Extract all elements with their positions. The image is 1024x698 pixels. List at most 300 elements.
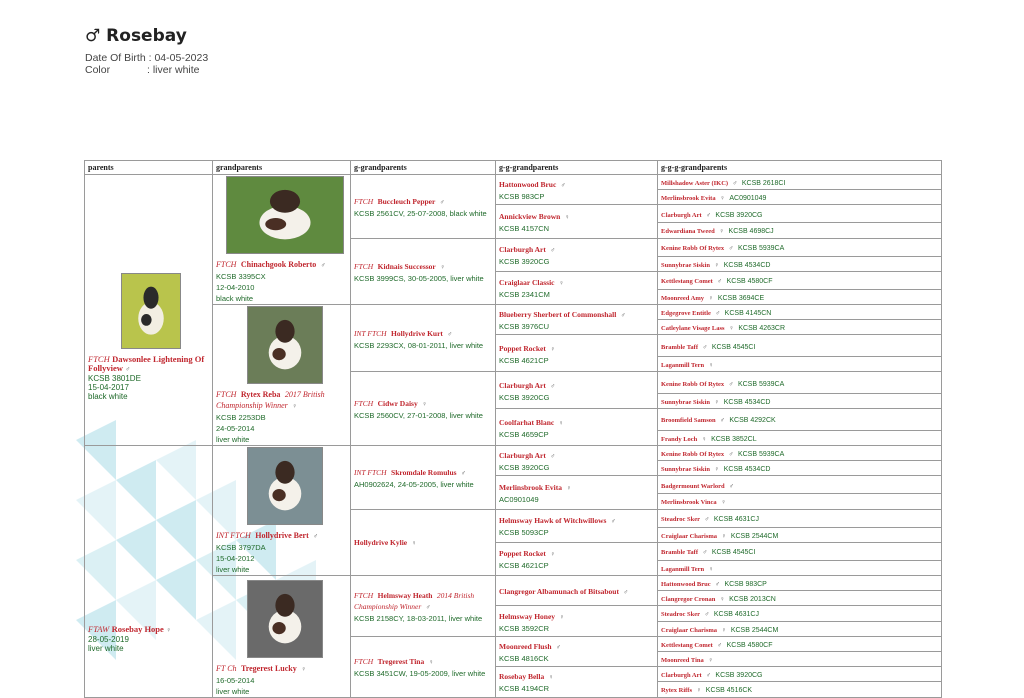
dog-title-prefix: FTAW [88,623,110,634]
dog-entry [88,625,209,653]
col-header-g-g-g-grandparents: g-g-g-grandparents [658,161,942,175]
registration: KCSB 4621CP [499,355,549,365]
registration: KCSB 3801DE [88,374,141,383]
dog-photo [247,580,323,658]
dog-name: Hollydrive Bert [255,531,309,540]
dog-title-prefix: FTCH [354,399,374,409]
sex-icon: ♀ [721,499,727,507]
dog-name: Clangregor Albamunach of Bitsabout [499,586,619,596]
sex-icon: ♀ [292,403,298,410]
registration: KCSB 3920CG [499,392,550,402]
dog-entry [661,432,938,444]
cell-g-g-g-grandparent-20 [658,509,942,527]
dog-dob: 28-05-2019 [88,634,129,644]
dog-dob: 15-04-2017 [88,383,129,392]
sex-icon: ♀ [558,419,564,427]
cell-g-g-g-grandparent-9 [658,320,942,335]
cell-g-g-grandparent-10 [496,509,658,542]
dog-name: Clangregor Cronan [661,596,716,604]
dog-photo [247,306,323,384]
dog-name: Craiglaar Classic [499,278,555,288]
sex-icon: ♀ [558,280,564,288]
registration: KCSB 983CP [724,581,767,589]
dog-dob: 24-05-2014 [216,424,255,433]
cell-g-g-g-grandparent-18 [658,476,942,494]
dog-name: Moonreed Amy [661,294,705,302]
dog-entry [661,562,938,574]
dog-entry [661,340,938,352]
cell-g-g-grandparent-6 [496,372,658,409]
col-header-parents: parents [85,161,213,175]
registration: KCSB 3797DA [216,543,266,552]
dog-name: Kettlestang Comet [661,641,713,649]
dog-info: KCSB 2560CV, 27-01-2008, liver white [354,411,483,421]
registration: KCSB 5939CA [737,451,785,459]
dog-title-prefix: FT Ch [216,663,237,673]
dog-title-prefix: FTCH [354,657,374,667]
sex-icon: ♂ [425,603,431,611]
dog-entry [216,662,347,696]
sex-icon: ♀ [721,532,727,540]
dog-name: Kenine Robb Of Rytex [661,380,725,388]
registration: KCSB 3920CG [499,463,550,473]
sex-icon: ♂ [715,581,720,589]
dog-name: Steadroc Sker [661,611,701,619]
dog-award-note: 2017 British Championship Winner [216,390,325,410]
dog-name: Kettlestang Comet [661,278,713,286]
cell-g-g-g-grandparent-21 [658,527,942,542]
sex-icon: ♀ [708,565,714,573]
dog-name: Helmsway Hawk of Witchwillows [499,516,607,526]
registration: KCSB 4545CI [711,343,756,351]
dog-entry [661,191,938,203]
dog-name: Poppet Rocket [499,549,546,559]
dog-entry [88,355,209,401]
dog-entry [661,208,938,220]
sex-icon: ♂ [728,380,734,388]
dog-name: Chinachgook Roberto [240,260,317,269]
dog-name: Moonreed Tina [661,657,704,665]
dog-entry [354,327,492,350]
dog-color: liver white [88,643,124,653]
dog-name: Hattonwood Bruc [499,180,557,190]
cell-g-g-grandparent-1 [496,205,658,238]
dog-title [85,26,208,46]
registration: KCSB 4292CK [729,417,776,425]
cell-g-g-g-grandparent-19 [658,494,942,509]
dog-name: Skromdale Romulus [391,467,457,477]
dog-title-prefix: FTCH [354,590,374,600]
dog-entry [661,479,938,491]
sex-icon: ♂ [729,482,734,490]
sex-icon: ♂ [550,382,556,390]
cell-g-grandparent-6 [351,576,496,637]
dog-entry [661,668,938,680]
dog-entry [216,388,347,444]
col-header-g-grandparents: g-grandparents [351,161,496,175]
sex-icon: ♂ [702,549,708,557]
sex-icon: ♀ [714,466,720,474]
registration: KCSB 5939CA [737,380,785,388]
sex-icon: ♀ [708,657,714,665]
cell-g-g-g-grandparent-12 [658,372,942,394]
registration: KCSB 3976CU [499,322,550,332]
dog-name: Bramble Taff [661,343,699,351]
cell-grandparent-2 [213,446,351,576]
cell-parent-sire [85,175,213,446]
sex-icon: ♀ [566,484,572,492]
dog-entry [661,377,938,389]
dog-dob: 15-04-2012 [216,554,255,563]
dog-name: Sunnybrae Siskin [661,399,710,407]
dog-entry [499,379,654,402]
sex-icon: ♀ [422,401,428,409]
cell-g-g-grandparent-5 [496,335,658,372]
cell-g-g-g-grandparent-15 [658,430,942,445]
registration: KCSB 5093CP [499,528,549,538]
dog-photo [247,447,323,525]
registration: KCSB 3852CL [711,435,757,443]
dog-name: Moonreed Flush [499,641,552,651]
dog-color: liver white [216,686,250,696]
dog-entry [661,321,938,333]
dog-entry [661,224,938,236]
dog-entry [661,495,938,507]
cell-g-g-g-grandparent-11 [658,357,942,372]
sex-icon: ♂ [728,245,734,253]
registration: KCSB 4698CJ [728,228,774,236]
cell-g-g-g-grandparent-10 [658,335,942,357]
cell-g-g-g-grandparent-28 [658,636,942,651]
dog-title-prefix: INT FTCH [354,467,387,477]
dog-name: Kidnais Successor [377,261,436,271]
dog-name: Sunnybrae Siskin [661,261,710,269]
registration: KCSB 4534CD [723,466,771,474]
table-row [85,446,942,461]
dog-title-prefix: FTCH [216,260,237,269]
cell-g-g-grandparent-4 [496,305,658,335]
dog-entry [661,462,938,474]
dog-entry [354,260,492,283]
dog-entry [661,577,938,589]
table-row [85,175,942,190]
registration: KCSB 4263CR [738,325,786,333]
dog-name: Craiglaar Charisma [661,626,718,634]
dog-title-prefix: FTCH [216,390,237,399]
sex-icon: ♀ [714,261,720,269]
cell-g-g-g-grandparent-0 [658,175,942,190]
sex-icon: ♂ [720,417,725,425]
dog-entry [661,274,938,286]
dog-info: KCSB 2561CV, 25-07-2008, black white [354,208,487,218]
dog-name: Rosebay Bella [499,672,545,682]
sex-icon: ♂ [461,469,466,477]
dog-entry [499,342,654,365]
dog-name: Merlinsbrook Evita [661,195,716,203]
dog-title-prefix: FTCH [88,354,110,364]
dog-entry [354,195,492,218]
dog-entry [661,638,938,650]
dog-name: Badgermount Warlord [661,482,725,490]
dog-title-prefix: INT FTCH [354,328,387,338]
sex-icon: ♂ [550,247,556,255]
dog-entry [661,413,938,425]
sex-icon: ♂ [439,198,445,206]
registration: KCSB 4580CF [726,278,773,286]
pedigree-table [84,160,942,698]
cell-g-grandparent-4 [351,446,496,510]
dog-info: KCSB 2158CY, 18-03-2011, liver white [354,613,483,623]
header-row [85,161,942,175]
cell-g-g-g-grandparent-26 [658,606,942,621]
sex-icon: ♀ [721,626,727,634]
dog-name: Kenine Robb Of Rytex [661,451,725,459]
registration: KCSB 4516CK [705,687,753,695]
sex-icon: ♂ [320,262,326,269]
cell-g-g-grandparent-13 [496,606,658,636]
dog-entry [661,395,938,407]
dob-row: Date Of Birth : 04-05-2023 [85,52,209,64]
registration: KCSB 4145CN [724,310,772,318]
registration: KCSB 983CP [499,192,545,202]
registration: KCSB 3694CE [717,294,765,302]
sex-icon: ♀ [701,435,707,443]
sex-icon: ♀ [696,687,702,695]
cell-g-g-grandparent-8 [496,446,658,476]
dog-entry [499,547,654,570]
sex-icon: ♂ [447,330,453,338]
col-header-g-g-grandparents: g-g-grandparents [496,161,658,175]
dog-name: Edgegrove Entitle [661,310,711,318]
dog-name: Frandy Loch [661,435,698,443]
dog-name: Merlinsbrook Vinca [661,499,717,507]
registration: KCSB 3920CG [499,257,550,267]
dog-name: Hollydrive Kylie [354,538,408,548]
col-header-grandparents: grandparents [213,161,351,175]
dog-award-note: 2014 British Championship Winner [354,590,475,611]
sex-icon: ♀ [301,665,307,673]
dog-entry [661,683,938,695]
dog-name: Tregerest Tina [377,657,425,667]
dog-name: Laganmill Tern [661,565,705,573]
cell-g-grandparent-0 [351,175,496,239]
dob-value: 04-05-2023 [154,52,209,64]
sex-icon: ♂ [706,211,711,219]
dog-info: KCSB 3999CS, 30-05-2005, liver white [354,273,484,283]
dog-entry [499,308,654,331]
sex-icon: ♂ [732,180,738,188]
dog-name: Clarburgh Art [499,380,546,390]
sex-icon: ♂ [728,451,734,459]
registration: KCSB 3920CG [715,672,763,680]
dog-name: Dawsonlee Lightening Of Follyview [88,354,205,373]
dog-entry [661,592,938,604]
sex-icon: ♀ [440,263,446,271]
dog-entry [661,176,938,188]
cell-g-g-g-grandparent-27 [658,621,942,636]
color-row: Color : liver white [85,64,200,76]
cell-g-grandparent-3 [351,372,496,446]
cell-g-g-g-grandparent-23 [658,560,942,575]
dog-name: Edwardiana Tweed [661,228,715,236]
dog-dob: 12-04-2010 [216,283,255,292]
dog-name: Bramble Taff [661,549,699,557]
dog-entry [499,481,654,504]
registration: KCSB 4580CF [726,641,773,649]
dog-name: Cidwr Daisy [377,399,418,409]
registration: KCSB 4621CP [499,561,549,571]
sex-icon: ♂ [702,343,708,351]
dob-label: Date Of Birth [85,52,146,64]
sex-icon: ♂ [704,611,710,619]
registration: KCSB 3395CX [216,272,266,281]
sex-icon: ♂ [550,453,556,461]
sex-icon: ♀ [719,228,725,236]
color-value: liver white [152,64,200,76]
dog-entry [499,276,654,299]
pedigree-chart [84,160,941,696]
dog-header [85,26,208,76]
cell-g-grandparent-2 [351,305,496,372]
cell-g-g-grandparent-12 [496,576,658,606]
cell-g-g-g-grandparent-1 [658,190,942,205]
dog-name: Blueberry Sherbert of Commonshall [499,310,617,320]
sex-icon: ♀ [720,195,725,203]
dog-name: Laganmill Tern [661,362,705,370]
cell-grandparent-1 [213,305,351,446]
dog-info: KCSB 3451CW, 19-05-2009, liver white [354,669,486,679]
sex-icon: ♂ [125,366,131,373]
registration: KCSB 5939CA [737,245,785,253]
cell-g-g-g-grandparent-7 [658,289,942,304]
sex-icon: ♀ [729,325,734,333]
dog-name: Kenine Robb Of Rytex [661,245,725,253]
sex-icon: ♂ [610,518,616,526]
sex-icon: ♀ [550,551,556,559]
registration: KCSB 2544CM [730,626,779,634]
dog-name: Rosebay Hope [111,623,164,634]
sex-icon: ♀ [564,213,570,221]
dog-entry [661,291,938,303]
dog-photo [226,176,344,254]
dog-entry [499,640,654,663]
dog-entry [354,466,492,489]
sex-icon: ♀ [166,626,172,634]
dog-color: black white [216,294,254,303]
cell-g-g-g-grandparent-4 [658,238,942,256]
dog-name: Annickview Brown [499,211,561,221]
sex-icon: ♀ [708,294,714,302]
dog-entry [661,623,938,635]
dog-photo [121,273,181,349]
cell-g-grandparent-7 [351,636,496,697]
dog-entry [216,529,347,574]
cell-g-g-g-grandparent-22 [658,542,942,560]
sex-icon: ♂ [620,312,626,320]
dog-title-prefix: INT FTCH [216,531,251,540]
cell-g-g-g-grandparent-17 [658,461,942,476]
color-label: Color [85,64,111,76]
dog-entry [661,653,938,665]
cell-g-g-g-grandparent-31 [658,682,942,697]
cell-grandparent-3 [213,576,351,698]
sex-icon: ♂ [717,278,723,286]
dog-name: Rytex Reba [240,390,281,399]
registration: KCSB 4631CJ [713,516,759,524]
dog-name: Clarburgh Art [661,672,702,680]
male-sex-icon: ♂ [85,26,101,46]
cell-g-g-g-grandparent-3 [658,223,942,238]
dog-entry [661,358,938,370]
dog-entry [661,607,938,619]
dog-dob: 16-05-2014 [216,675,255,685]
dog-name: Rosebay [106,26,187,46]
dog-entry [499,449,654,472]
dog-name: Clarburgh Art [661,211,702,219]
sex-icon: ♀ [428,659,434,667]
dog-entry [499,416,654,439]
cell-g-g-grandparent-3 [496,271,658,304]
table-row [85,305,942,320]
cell-g-g-g-grandparent-14 [658,409,942,431]
dog-title-prefix: FTCH [354,261,374,271]
dog-entry [661,241,938,253]
cell-g-g-g-grandparent-30 [658,667,942,682]
cell-g-g-g-grandparent-16 [658,446,942,461]
sex-icon: ♂ [556,643,561,651]
sex-icon: ♀ [708,362,714,370]
sex-icon: ♂ [706,672,711,680]
sex-icon: ♂ [560,182,566,190]
dog-info: AH0902624, 24-05-2005, liver white [354,479,474,489]
cell-g-g-g-grandparent-25 [658,591,942,606]
dog-entry [354,397,492,420]
dog-name: Merlinsbrook Evita [499,482,562,492]
dog-entry [661,447,938,459]
dog-name: Broomfield Samson [661,417,716,425]
sex-icon: ♂ [704,516,710,524]
dog-name: Millshadow Aster (IKC) [661,180,729,188]
dog-name: Hollydrive Kurt [391,328,443,338]
dog-name: Steadroc Sker [661,516,701,524]
sex-icon: ♀ [411,540,417,548]
table-row [85,576,942,591]
dog-name: Helmsway Heath [377,590,433,600]
dog-entry [661,545,938,557]
cell-g-g-g-grandparent-5 [658,256,942,271]
dog-entry [661,306,938,318]
registration: KCSB 4545CI [711,549,756,557]
sex-icon: ♀ [548,674,554,682]
cell-g-grandparent-5 [351,509,496,575]
cell-parent-dam [85,446,213,698]
cell-g-g-grandparent-14 [496,636,658,666]
dog-name: Craiglaar Charisma [661,532,718,540]
cell-g-g-grandparent-11 [496,542,658,575]
dog-entry [216,258,347,303]
registration: KCSB 3592CR [499,623,550,633]
sex-icon: ♀ [719,596,725,604]
registration: AC0901049 [499,494,539,504]
registration: KCSB 4534CD [723,399,771,407]
dog-name: Buccleuch Pepper [377,196,436,206]
dog-entry [499,514,654,537]
dog-entry [499,610,654,633]
dog-entry [499,178,654,201]
dog-title-prefix: FTCH [354,196,374,206]
dog-entry [499,243,654,266]
registration: KCSB 4194CR [499,684,550,694]
